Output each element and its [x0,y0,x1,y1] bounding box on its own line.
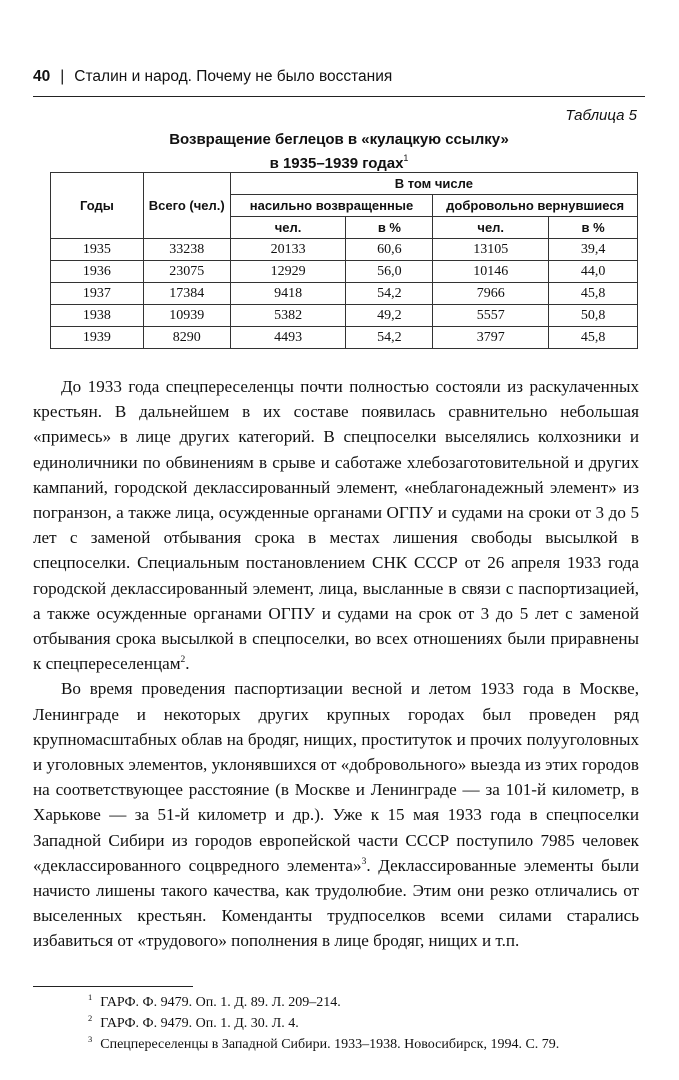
cell-year: 1939 [51,327,144,349]
footnotes [33,992,639,1055]
cell-vol-n: 3797 [433,327,549,349]
cell-vol-p: 45,8 [549,283,638,305]
footnote-3: $^3$ Спецпереселенцы в Западной Сибири. 1933–1938. Новосибирск, 1994. С. 79. [88,1034,560,1052]
sub-voluntary-people: чел. [433,217,549,239]
table-title [33,130,645,173]
cell-forced-n: 4493 [230,327,346,349]
running-header [33,68,645,86]
cell-total: 23075 [143,261,230,283]
fugitives-table [50,172,638,349]
table-row [51,305,638,327]
cell-vol-p: 44,0 [549,261,638,283]
footnote-2: $^2$ ГАРФ. Ф. 9479. Оп. 1. Д. 30. Л. 4. [88,1013,299,1031]
table-title-line2: в 1935–1939 годах$^1$ [269,153,409,172]
cell-year: 1935 [51,239,144,261]
cell-total: 8290 [143,327,230,349]
paragraph-1: До 1933 года спецпереселенцы почти полностью состояли из раскулаченных крестьян. В дальнейшем в их составе появилась сравнительно небольшая «примесь» в лице других категорий. В спецпоселки выселялись колхозники и единоличники по обвинениям в срыве и саботаже хлебозаготовительной и других кампаний, городской деклассированный элемент, «неблагонадежный элемент» из погранзон, а также лица, осужденные органами ОГПУ и судами на сроки от 3 до 5 лет с заменой отбывания срока в местах лишения свободы высылкой в спецпоселки. Специальным постановлением СНК СССР от 26 апреля 1933 года городской деклассированный элемент, лица, высланные в связи с паспортизацией, а также осужденные органами ОГПУ и судами на срок от 3 до 5 лет с заменой отбывания срока высылкой в спецпоселки, во всех отношениях были приравнены к спецпереселенцам$^2$. [33,377,639,674]
cell-forced-p: 54,2 [346,283,433,305]
cell-forced-p: 56,0 [346,261,433,283]
cell-total: 10939 [143,305,230,327]
cell-total: 17384 [143,283,230,305]
paragraph-2: Во время проведения паспортизации весной и летом 1933 года в Москве, Ленинграде и некоторых других крупных городах был проведен ряд крупномасштабных облав на бродяг, нищих, проституток и прочих полууголовных и уголовных элементов, уклонявшихся от «добровольного» выезда из этих городов на соответствующее расстояние (в Москве и Ленинграде — за 101-й километр, в Харькове — за 51-й километр и др.). Уже к 15 мая 1933 года в спецпоселки Западной Сибири из городов европейской части СССР поступило 7985 человек «деклассированного соцвредного элемента»$^3$. Деклассированные элементы были начисто лишены такого качества, как трудолюбие. Этим они резко отличались от выселенных крестьян. Коменданты трудпоселков всеми силами старались избавиться от «трудового» пополнения в лице бродяг, нищих и т.п. [33,679,640,951]
cell-forced-p: 49,2 [346,305,433,327]
footnote-ref-3: 3 [361,856,367,867]
page-number: 40 [33,68,51,85]
sub-forced-percent: в % [346,217,433,239]
footnote-ref-2: 2 [180,655,186,666]
table-title-line1: Возвращение беглецов в «кулацкую ссылку» [169,131,509,148]
cell-forced-n: 12929 [230,261,346,283]
cell-forced-p: 60,6 [346,239,433,261]
col-incl: В том числе [230,173,637,195]
cell-forced-n: 20133 [230,239,346,261]
cell-forced-p: 54,2 [346,327,433,349]
cell-forced-n: 9418 [230,283,346,305]
header-rule [33,96,645,97]
cell-vol-n: 5557 [433,305,549,327]
col-total: Всего (чел.) [143,173,230,239]
cell-vol-p: 39,4 [549,239,638,261]
table-row [51,239,638,261]
col-forced: насильно возвращенные [230,195,433,217]
cell-year: 1938 [51,305,144,327]
cell-year: 1936 [51,261,144,283]
table-row [51,283,638,305]
running-title: Сталин и народ. Почему не было восстания [74,68,393,85]
col-voluntary: добровольно вернувшиеся [433,195,638,217]
cell-vol-n: 13105 [433,239,549,261]
footnote-1: $^1$ ГАРФ. Ф. 9479. Оп. 1. Д. 89. Л. 209–214. [88,992,341,1010]
footnote-rule [33,986,193,987]
cell-vol-n: 10146 [433,261,549,283]
table-label: Таблица 5 [565,107,637,124]
cell-total: 33238 [143,239,230,261]
col-years: Годы [51,173,144,239]
cell-forced-n: 5382 [230,305,346,327]
body-text [33,374,639,954]
cell-year: 1937 [51,283,144,305]
cell-vol-p: 50,8 [549,305,638,327]
footnote-ref-1: 1 [403,153,409,163]
table-row [51,327,638,349]
table-row [51,261,638,283]
cell-vol-n: 7966 [433,283,549,305]
header-separator: | [60,68,65,85]
cell-vol-p: 45,8 [549,327,638,349]
sub-voluntary-percent: в % [549,217,638,239]
sub-forced-people: чел. [230,217,346,239]
